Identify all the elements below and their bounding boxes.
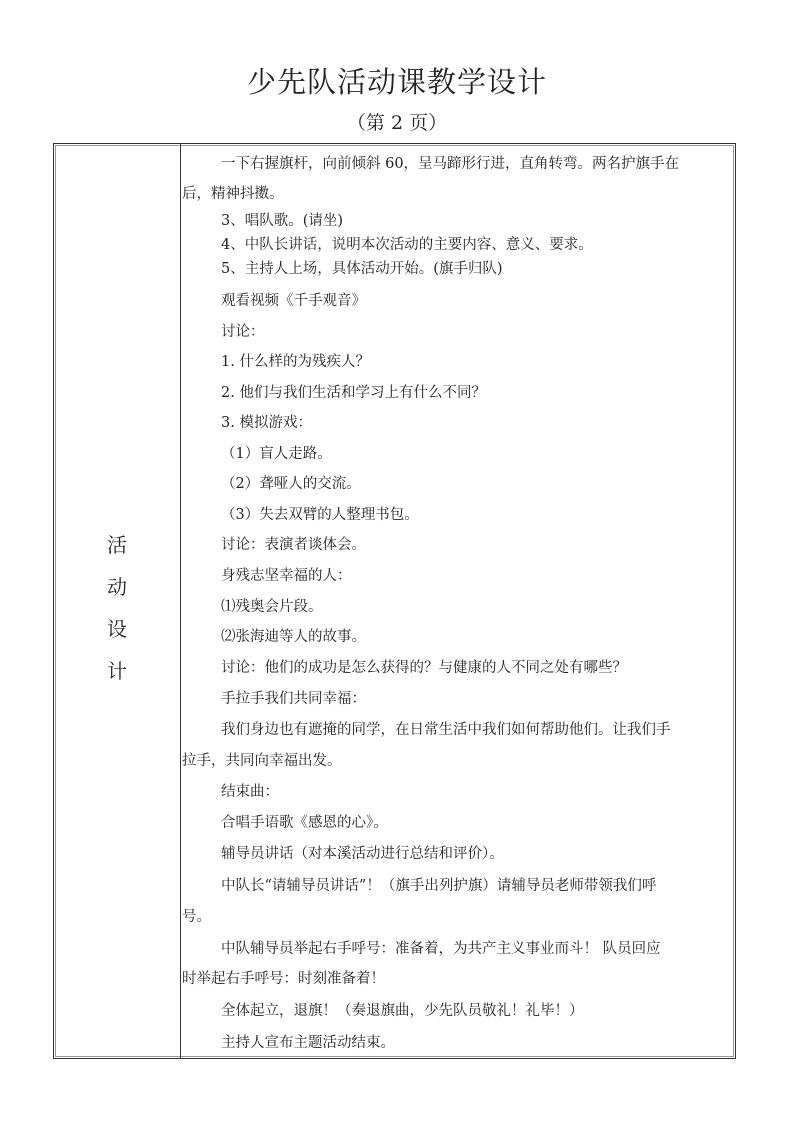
text-line: 讨论：	[221, 324, 265, 340]
text-line: 讨论：表演者谈体会。	[221, 537, 366, 553]
text-line: （2）聋哑人的交流。	[221, 476, 361, 492]
text-line: 我们身边也有遮掩的同学，在日常生活中我们如何帮助他们。让我们手	[221, 722, 671, 738]
text-line: 拉手，共同向幸福出发。	[182, 753, 342, 769]
text-line: （3）失去双臂的人整理书包。	[221, 507, 419, 523]
text-line: 一下右握旗杆，向前倾斜 60，呈马蹄形行进，直角转弯。两名护旗手在	[221, 156, 680, 172]
section-label-char: 动	[107, 575, 127, 599]
text-line: 3. 模拟游戏：	[221, 415, 312, 431]
text-line: 全体起立，退旗！（奏退旗曲，少先队员敬礼！礼毕！）	[221, 1003, 584, 1019]
text-line: 合唱手语歌《感恩的心》。	[221, 815, 388, 831]
text-line: 结束曲：	[221, 784, 279, 800]
text-line: 2. 他们与我们生活和学习上有什么不同？	[221, 385, 486, 401]
activity-design-table	[53, 143, 736, 1059]
section-label-char: 设	[107, 617, 127, 641]
column-divider	[180, 144, 181, 1058]
text-line: ⑵张海迪等人的故事。	[221, 629, 366, 645]
text-line: 1. 什么样的为残疾人？	[221, 354, 370, 370]
text-line: 中队长“请辅导员讲话”！（旗手出列护旗）请辅导员老师带领我们呼	[221, 878, 657, 894]
text-line: 3、唱队歌。(请坐)	[221, 213, 344, 229]
section-label-char: 计	[107, 659, 127, 683]
document-title: 少先队活动课教学设计	[246, 65, 547, 99]
text-line: （1）盲人走路。	[221, 446, 332, 462]
text-line: 5、主持人上场，具体活动开始。(旗手归队)	[221, 261, 503, 277]
text-line: 号。	[182, 909, 211, 925]
text-line: ⑴残奥会片段。	[221, 599, 323, 615]
text-line: 中队辅导员举起右手呼号：准备着，为共产主义事业而斗！ 队员回应	[221, 941, 661, 957]
text-line: 身残志坚幸福的人：	[221, 568, 352, 584]
text-line: 4、中队长讲话，说明本次活动的主要内容、意义、要求。	[221, 237, 593, 253]
text-line: 时举起右手呼号：时刻准备着！	[182, 971, 385, 987]
page-number: （第 2 页）	[346, 112, 448, 134]
text-line: 辅导员讲话（对本溪活动进行总结和评价）。	[221, 846, 504, 862]
text-line: 后，精神抖擞。	[182, 186, 284, 202]
text-line: 观看视频《千手观音》	[221, 293, 366, 309]
text-line: 主持人宣布主题活动结束。	[221, 1035, 395, 1051]
section-label-cell	[54, 144, 180, 1058]
section-label-char: 活	[107, 533, 127, 557]
text-line: 讨论：他们的成功是怎么获得的？与健康的人不同之处有哪些？	[221, 660, 627, 676]
text-line: 手拉手我们共同幸福：	[221, 691, 366, 707]
